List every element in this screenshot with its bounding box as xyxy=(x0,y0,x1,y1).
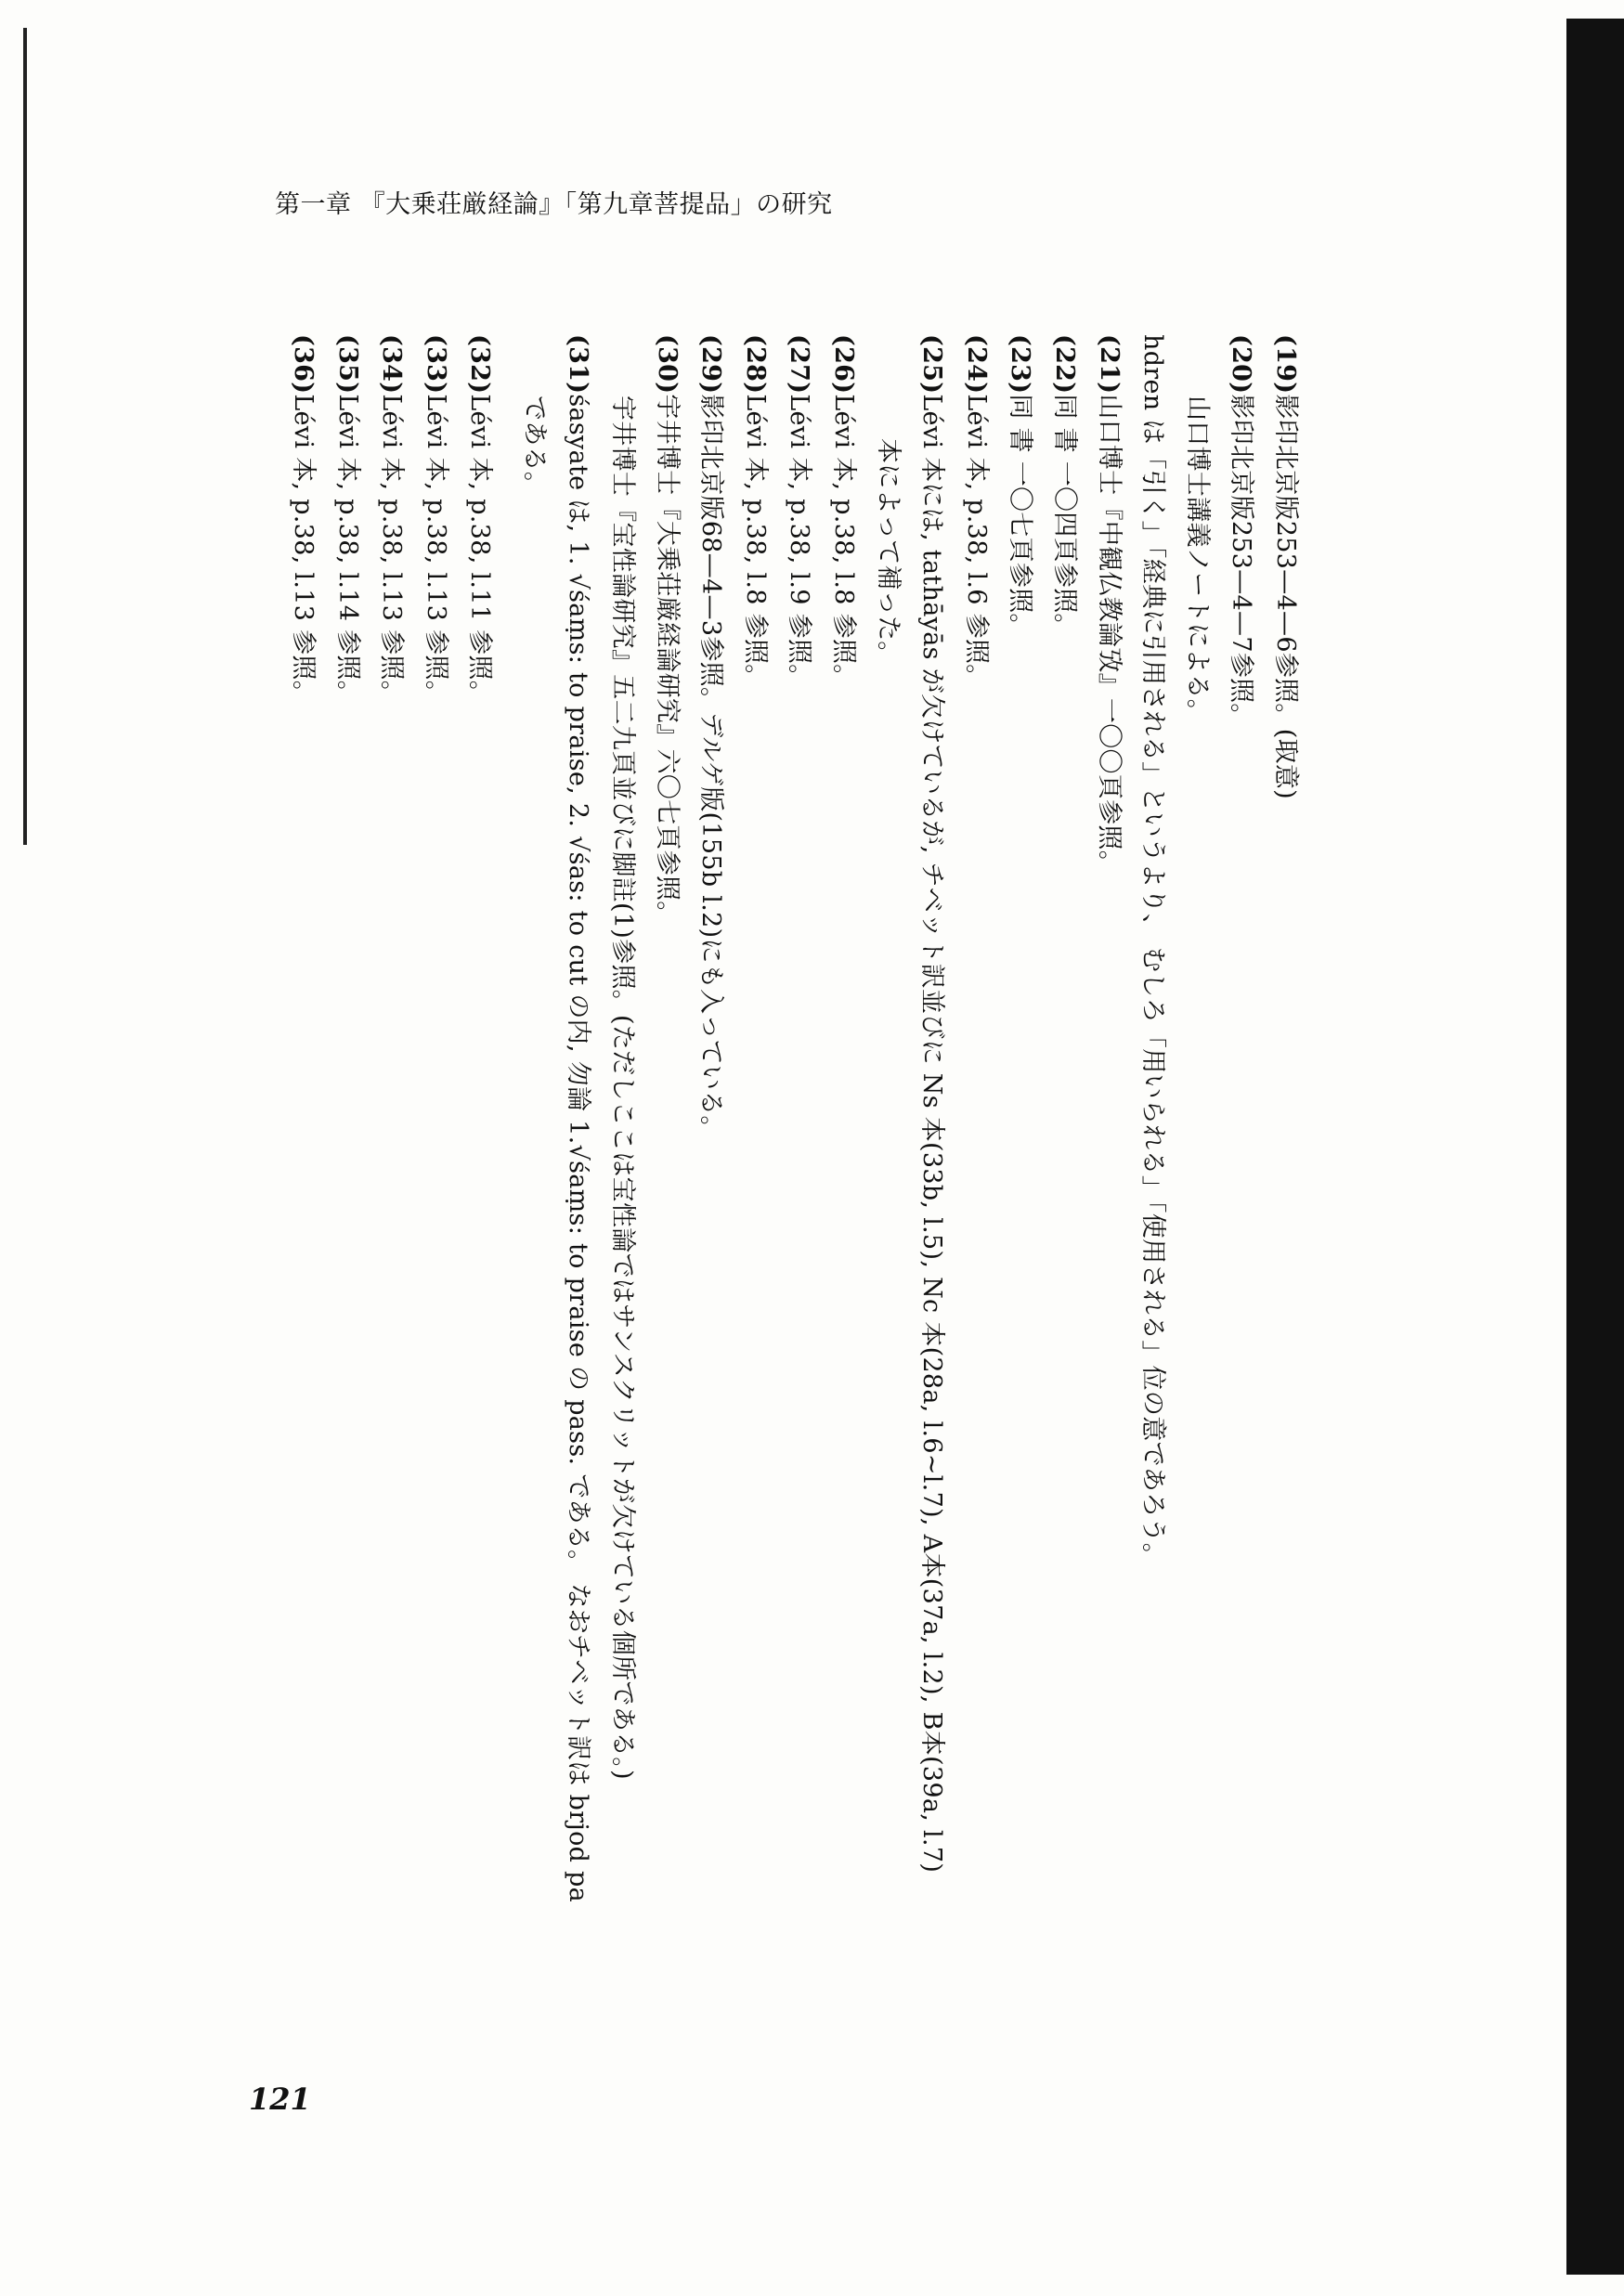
footnote-35 xyxy=(325,334,370,2024)
footnote-29 xyxy=(689,334,734,2024)
footnote-text: 影印北京版68—4—3参照。デルゲ版(155b l.2)にも入っている。 xyxy=(696,394,726,1141)
footnote-text: śasyate は, 1. √śaṃs: to praise, 2. √śas: to cut の内, 勿論 1.√śaṃs: to praise の pass. である。 なおチベット訳は brjod pa xyxy=(564,394,593,1903)
footnote-31 xyxy=(556,334,601,2024)
footnote-number: (29) xyxy=(696,334,726,395)
footnote-text: 宇井博士『宝性論研究』五二九頁並びに脚註(1)参照。(ただしここは宝性論ではサンスクリットが欠けている個所である。) xyxy=(608,396,638,1780)
footnote-text: 同 書 一〇七頁参照。 xyxy=(1006,394,1035,639)
footnote-33 xyxy=(413,334,458,2024)
footnote-28 xyxy=(733,334,777,2024)
footnote-text: Lévi 本, p.38, l.11 参照。 xyxy=(465,394,495,707)
scan-margin-line xyxy=(23,28,27,845)
footnote-spacer xyxy=(501,334,512,2024)
footnote-text: 山口博士『中観仏教論攷』一〇〇頁参照。 xyxy=(1094,394,1124,876)
footnote-20-continuation xyxy=(1175,334,1219,2024)
footnote-number: (21) xyxy=(1094,334,1124,395)
scan-edge-shadow xyxy=(1566,19,1624,2275)
footnote-text: である。 xyxy=(519,396,549,498)
running-head: 第一章 『大乗荘厳経論』「第九章菩提品」の研究 xyxy=(275,190,833,219)
footnote-25 xyxy=(910,334,955,2024)
footnote-number: (20) xyxy=(1227,334,1256,395)
footnote-22 xyxy=(1042,334,1086,2024)
footnote-20 xyxy=(1219,334,1264,2024)
footnote-text: 同 書 一〇四頁参照。 xyxy=(1050,394,1080,639)
footnote-number: (36) xyxy=(288,334,318,395)
footnote-30 xyxy=(644,334,689,2024)
footnote-text: Lévi 本, p.38, l.8 参照。 xyxy=(740,394,770,690)
footnote-text: Lévi 本, p.38, l.9 参照。 xyxy=(785,394,814,690)
footnote-number: (22) xyxy=(1050,334,1080,395)
footnote-27 xyxy=(777,334,822,2024)
footnote-number: (25) xyxy=(917,334,947,395)
footnote-number: (30) xyxy=(652,334,682,395)
footnote-text: 影印北京版253—4—6参照。(取意) xyxy=(1271,394,1300,799)
footnote-text: Lévi 本, p.38, l.14 参照。 xyxy=(332,394,362,707)
footnote-number: (32) xyxy=(465,334,495,395)
footnote-text: 影印北京版253—4—7参照。 xyxy=(1227,394,1256,729)
footnote-text: Lévi 本には, tathāyās が欠けているが, チベット訳並びに Ns 本(33b, l.5), Nc 本(28a, l.6~l.7), A本(37a, l.2), B本(39a, l.7) xyxy=(917,394,947,1874)
page-number: 121 xyxy=(249,2082,311,2117)
footnotes-block xyxy=(184,334,1307,2024)
footnote-number: (19) xyxy=(1271,334,1300,395)
footnote-21 xyxy=(1086,334,1131,2024)
footnote-text: 宇井博士『大乗荘厳経論研究』六〇七頁参照。 xyxy=(652,394,682,927)
footnote-text: Lévi 本, p.38, l.13 参照。 xyxy=(288,394,318,707)
footnote-number: (26) xyxy=(829,334,859,395)
footnote-number: (33) xyxy=(421,334,450,395)
footnote-34 xyxy=(370,334,414,2024)
footnote-number: (34) xyxy=(377,334,407,395)
footnote-number: (31) xyxy=(564,334,593,395)
footnote-24 xyxy=(954,334,998,2024)
footnote-text: Lévi 本, p.38, l.8 参照。 xyxy=(829,394,859,690)
footnote-text: hdren は「引く」「経典に引用される」というより、 むしろ「用いられる」「使用される」位の意であろう。 xyxy=(1138,334,1168,1569)
footnote-number: (28) xyxy=(740,334,770,395)
footnote-number: (35) xyxy=(332,334,362,395)
footnote-31-continuation xyxy=(512,334,556,2024)
footnote-number: (24) xyxy=(961,334,991,395)
footnote-23 xyxy=(998,334,1043,2024)
footnote-30-continuation xyxy=(601,334,645,2024)
footnote-32 xyxy=(458,334,502,2024)
footnote-36 xyxy=(280,334,325,2024)
footnote-26 xyxy=(821,334,865,2024)
footnote-text: Lévi 本, p.38, l.13 参照。 xyxy=(377,394,407,707)
footnote-20-continuation xyxy=(1131,334,1176,2024)
footnote-19 xyxy=(1263,334,1307,2024)
footnote-text: Lévi 本, p.38, l.6 参照。 xyxy=(961,394,991,690)
footnote-number: (27) xyxy=(785,334,814,395)
footnote-text: 本によって補った。 xyxy=(873,438,903,667)
footnote-text: 山口博士講義ノートによる。 xyxy=(1182,396,1212,725)
footnote-text: Lévi 本, p.38, l.13 参照。 xyxy=(421,394,450,707)
footnote-number: (23) xyxy=(1006,334,1035,395)
footnote-25-continuation xyxy=(865,334,910,2024)
